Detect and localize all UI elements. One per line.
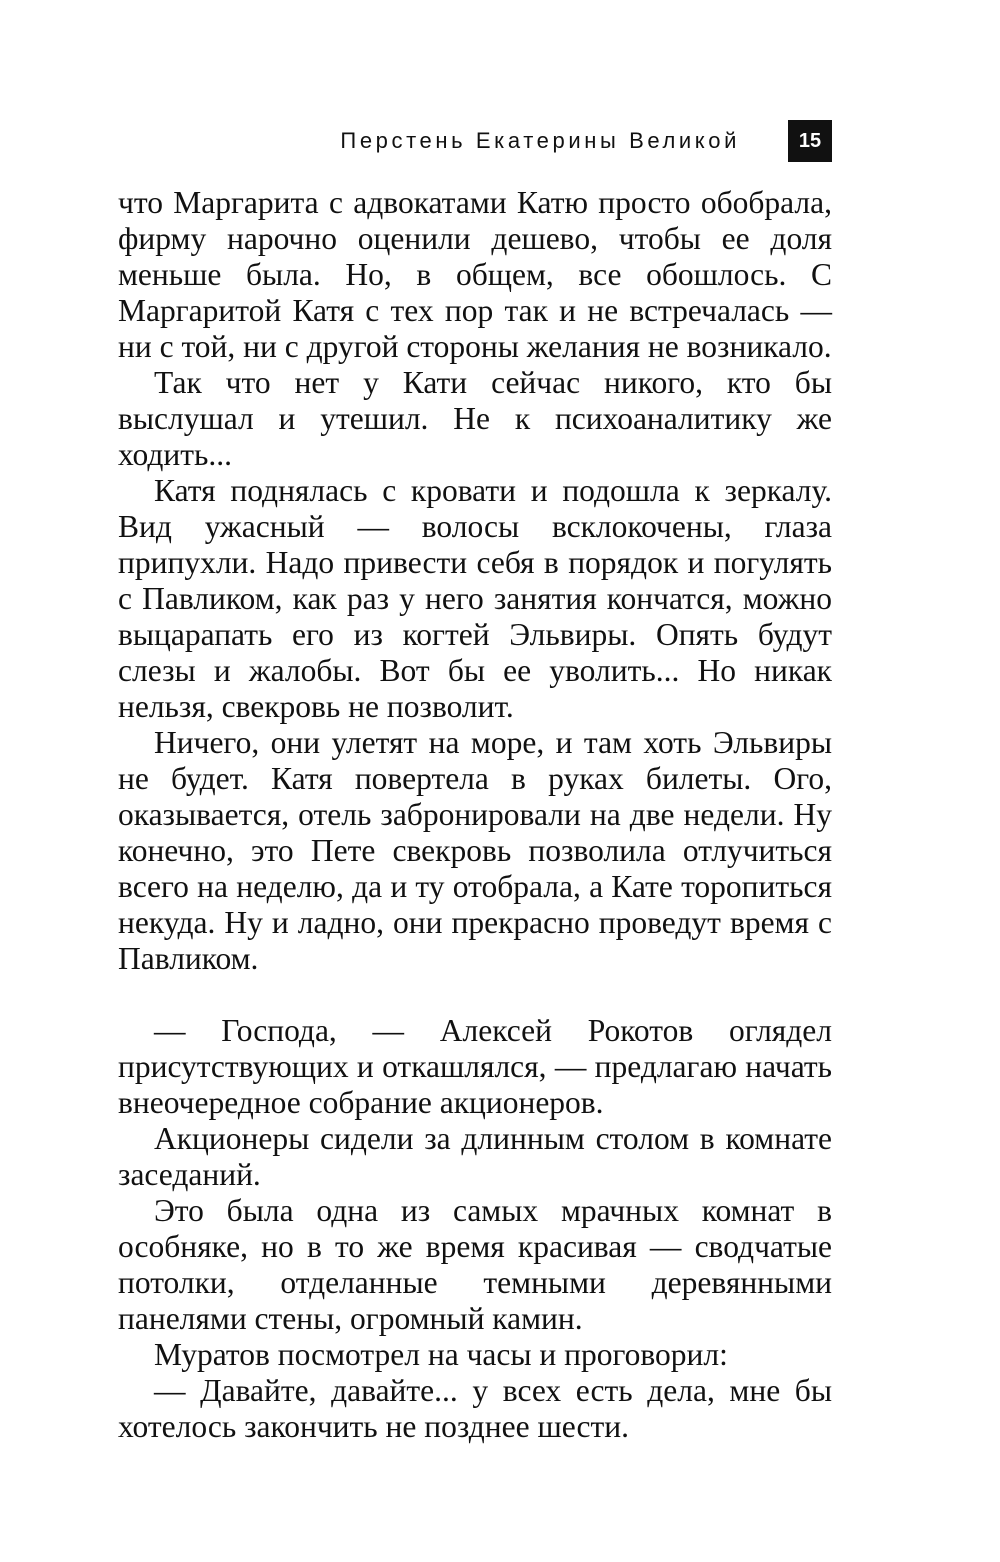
- page-number: 15: [788, 120, 832, 162]
- paragraph: Это была одна из самых мрачных комнат в особняке, но в то же время красивая — сводчатые потолки, отделанные темными деревянными панелями стены, огромный камин.: [118, 1193, 832, 1336]
- running-head: [118, 120, 832, 162]
- section-break: [118, 977, 832, 1013]
- paragraph: — Давайте, давайте... у всех есть дела, мне бы хотелось закончить не позднее шести.: [118, 1373, 832, 1444]
- paragraph: Акционеры сидели за длинным столом в комнате заседаний.: [118, 1121, 832, 1192]
- paragraph: Ничего, они улетят на море, и там хоть Эльвиры не будет. Катя повертела в руках билеты. Ого, оказывается, отель забронировали на две недели. Ну конечно, это Пете свекровь позволила отлучиться всего на неделю, да и ту отобрала, а Кате торопиться некуда. Ну и ладно, они прекрасно проведут время с Павликом.: [118, 725, 832, 976]
- paragraph: что Маргарита с адвокатами Катю просто обобрала, фирму нарочно оценили дешево, чтобы ее доля меньше была. Но, в общем, все обошлось. С Маргаритой Катя с тех пор так и не встречалась — ни с той, ни с другой стороны желания не возникало.: [118, 185, 832, 364]
- body-text: [118, 185, 832, 1445]
- paragraph: Так что нет у Кати сейчас никого, кто бы выслушал и утешил. Не к психоаналитику же ходить...: [118, 365, 832, 472]
- running-title: Перстень Екатерины Великой: [340, 128, 740, 153]
- paragraph: — Господа, — Алексей Рокотов оглядел присутствующих и откашлялся, — предлагаю начать внеочередное собрание акционеров.: [118, 1013, 832, 1120]
- paragraph: Катя поднялась с кровати и подошла к зеркалу. Вид ужасный — волосы всклокочены, глаза припухли. Надо привести себя в порядок и погулять с Павликом, как раз у него занятия кончатся, можно выцарапать его из когтей Эльвиры. Опять будут слезы и жалобы. Вот бы ее уволить... Но никак нельзя, свекровь не позволит.: [118, 473, 832, 724]
- paragraph: Муратов посмотрел на часы и проговорил:: [154, 1337, 728, 1372]
